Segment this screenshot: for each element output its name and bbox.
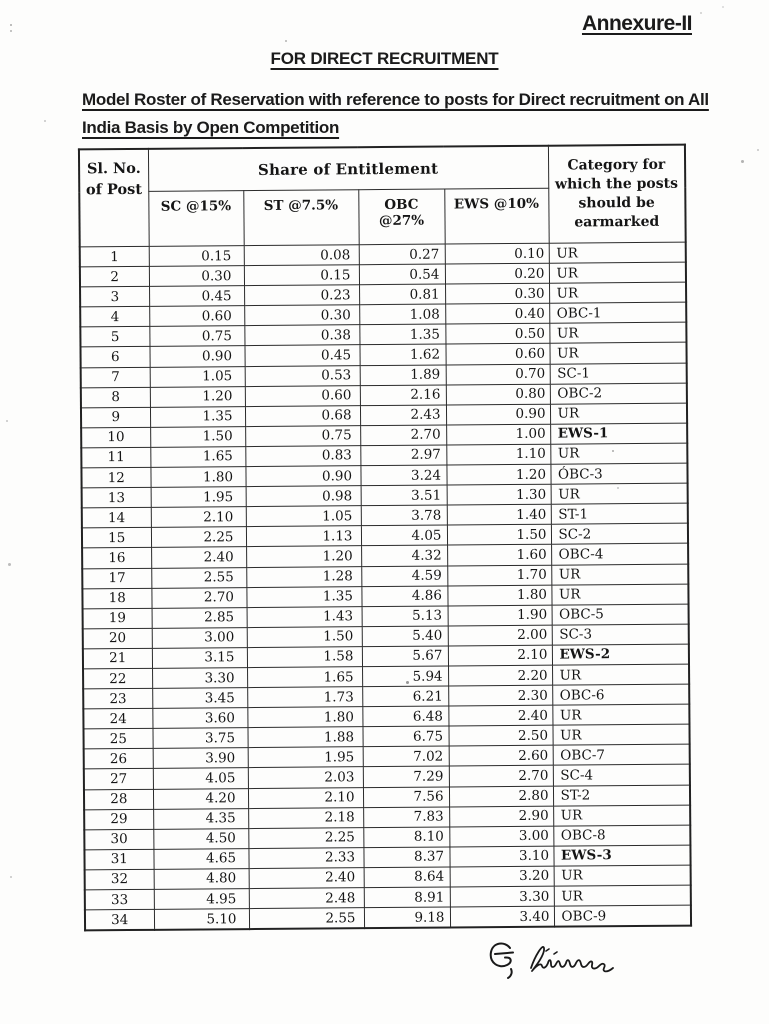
- obc-value-cell: 3.51: [361, 485, 447, 506]
- st-value-cell: 1.88: [247, 727, 362, 748]
- roster-table-container: [78, 144, 692, 932]
- ews-value-cell: 2.80: [449, 786, 553, 807]
- scan-speck: [285, 40, 287, 42]
- obc-value-cell: 8.10: [363, 827, 449, 848]
- ews-value-cell: 1.70: [447, 565, 551, 586]
- header-ews: EWS @10%: [444, 188, 548, 244]
- st-value-cell: 0.08: [244, 245, 359, 266]
- signature-comma: [508, 969, 512, 978]
- sc-value-cell: 4.65: [153, 848, 248, 869]
- signature-accent-1: [546, 949, 549, 951]
- category-cell: SC-3: [552, 624, 689, 645]
- st-value-cell: 2.03: [248, 767, 363, 788]
- sl-no-cell: 32: [85, 869, 154, 890]
- signature-g-stroke: [491, 943, 511, 966]
- category-cell: ST-2: [553, 785, 690, 806]
- st-value-cell: 0.53: [245, 365, 360, 386]
- ews-value-cell: 3.40: [450, 906, 554, 927]
- sc-value-cell: 0.75: [149, 326, 244, 347]
- category-cell: UR: [554, 885, 691, 906]
- ews-value-cell: 0.90: [446, 404, 550, 425]
- obc-value-cell: 4.05: [361, 525, 447, 546]
- sc-value-cell: 4.05: [153, 768, 248, 789]
- category-cell: OBC-6: [552, 684, 689, 705]
- category-cell: UR: [549, 343, 686, 364]
- obc-value-cell: 4.59: [361, 566, 447, 587]
- sc-value-cell: 0.30: [149, 266, 244, 287]
- st-value-cell: 1.73: [247, 687, 362, 708]
- sl-no-cell: 26: [84, 749, 153, 770]
- category-cell: UR: [554, 865, 691, 886]
- sl-no-cell: 10: [81, 427, 150, 448]
- obc-value-cell: 1.35: [359, 324, 445, 345]
- obc-value-cell: 7.56: [363, 787, 449, 808]
- st-value-cell: 2.33: [248, 847, 363, 868]
- scan-speck: [8, 563, 11, 566]
- sl-no-cell: 12: [81, 467, 150, 488]
- header-share-of-entitlement: Share of Entitlement: [148, 146, 548, 192]
- ews-value-cell: 3.30: [450, 886, 554, 907]
- handwritten-signature: [486, 938, 651, 986]
- sl-no-cell: 30: [84, 829, 153, 850]
- obc-value-cell: 7.02: [363, 746, 449, 767]
- sl-no-cell: 34: [85, 909, 154, 930]
- obc-value-cell: 3.78: [361, 505, 447, 526]
- st-value-cell: 0.23: [244, 285, 359, 306]
- obc-value-cell: 1.08: [359, 304, 445, 325]
- ews-value-cell: 0.40: [445, 303, 549, 324]
- obc-value-cell: 4.32: [361, 545, 447, 566]
- scan-speck: [10, 30, 12, 32]
- category-cell: OBC-7: [553, 744, 690, 765]
- obc-value-cell: 2.97: [360, 445, 446, 466]
- scan-speck: [617, 487, 619, 489]
- ews-value-cell: 0.70: [446, 364, 550, 385]
- ews-value-cell: 1.30: [447, 484, 551, 505]
- sc-value-cell: 4.35: [153, 808, 248, 829]
- ews-value-cell: 1.80: [447, 585, 551, 606]
- obc-value-cell: 7.83: [363, 807, 449, 828]
- st-value-cell: 2.25: [248, 827, 363, 848]
- sc-value-cell: 4.20: [153, 788, 248, 809]
- category-cell: UR: [553, 805, 690, 826]
- st-value-cell: 0.75: [245, 426, 360, 447]
- sl-no-cell: 27: [84, 769, 153, 790]
- sl-no-cell: 2: [80, 266, 149, 287]
- st-value-cell: 2.48: [249, 888, 364, 909]
- obc-value-cell: 6.75: [362, 726, 448, 747]
- obc-value-cell: 1.89: [360, 365, 446, 386]
- obc-value-cell: 1.62: [359, 344, 445, 365]
- scan-speck: [741, 160, 744, 163]
- sl-no-cell: 14: [82, 508, 151, 529]
- sl-no-cell: 22: [83, 668, 152, 689]
- obc-value-cell: 8.37: [363, 847, 449, 868]
- category-cell: OBC-2: [550, 383, 687, 404]
- category-cell: UR: [550, 403, 687, 424]
- sc-value-cell: 3.90: [153, 748, 248, 769]
- sc-value-cell: 3.15: [152, 647, 247, 668]
- obc-value-cell: 5.13: [362, 606, 448, 627]
- header-sc: SC @15%: [148, 191, 243, 247]
- category-cell: UR: [551, 564, 688, 585]
- sl-no-cell: 17: [82, 568, 151, 589]
- ews-value-cell: 3.20: [450, 866, 554, 887]
- sl-no-cell: 13: [82, 487, 151, 508]
- sl-no-cell: 11: [81, 447, 150, 468]
- st-value-cell: 0.38: [244, 325, 359, 346]
- roster-table: [78, 144, 692, 932]
- category-cell: OBC-5: [552, 604, 689, 625]
- category-cell: ÓBC-3: [550, 463, 687, 484]
- ews-value-cell: 1.10: [446, 444, 550, 465]
- header-sl-no: Sl. No. of Post: [79, 149, 149, 247]
- st-value-cell: 0.45: [244, 345, 359, 366]
- sc-value-cell: 0.45: [149, 286, 244, 307]
- ews-value-cell: 0.50: [445, 324, 549, 345]
- sl-no-cell: 18: [82, 588, 151, 609]
- ews-value-cell: 2.90: [449, 806, 553, 827]
- category-cell: OBC-8: [553, 825, 690, 846]
- category-cell: EWS-2: [552, 644, 689, 665]
- st-value-cell: 2.18: [248, 807, 363, 828]
- obc-value-cell: 5.67: [362, 646, 448, 667]
- sc-value-cell: 3.60: [152, 708, 247, 729]
- sc-value-cell: 2.40: [151, 547, 246, 568]
- sl-no-cell: 24: [83, 708, 152, 729]
- ews-value-cell: 2.30: [448, 685, 552, 706]
- document-title-text: FOR DIRECT RECRUITMENT: [270, 49, 499, 68]
- obc-value-cell: 5.94: [362, 666, 448, 687]
- ews-value-cell: 3.00: [449, 826, 553, 847]
- obc-value-cell: 7.29: [363, 766, 449, 787]
- ews-value-cell: 0.60: [445, 344, 549, 365]
- st-value-cell: 1.80: [247, 707, 362, 728]
- sc-value-cell: 2.55: [151, 567, 246, 588]
- obc-value-cell: 8.64: [364, 867, 450, 888]
- ews-value-cell: 1.50: [447, 525, 551, 546]
- sc-value-cell: 4.95: [154, 889, 249, 910]
- obc-value-cell: 8.91: [364, 887, 450, 908]
- sc-value-cell: 4.50: [153, 828, 248, 849]
- obc-value-cell: 5.40: [362, 626, 448, 647]
- category-cell: OBC-9: [554, 905, 691, 927]
- sc-value-cell: 0.60: [149, 306, 244, 327]
- sl-no-cell: 28: [84, 789, 153, 810]
- annexure-label: Annexure-II: [581, 12, 692, 35]
- ews-value-cell: 2.70: [449, 766, 553, 787]
- table-row: [85, 905, 691, 930]
- category-cell: EWS-3: [553, 845, 690, 866]
- st-value-cell: 0.68: [245, 405, 360, 426]
- scan-speck: [10, 876, 12, 878]
- sc-value-cell: 2.70: [151, 587, 246, 608]
- category-cell: UR: [550, 443, 687, 464]
- signature-g-crossbar: [495, 953, 513, 955]
- category-cell: ST-1: [551, 503, 688, 524]
- sl-no-cell: 1: [80, 246, 149, 267]
- sc-value-cell: 3.30: [152, 668, 247, 689]
- ews-value-cell: 1.90: [448, 605, 552, 626]
- category-cell: OBC-4: [551, 544, 688, 565]
- sl-no-cell: 21: [83, 648, 152, 669]
- scan-speck: [722, 6, 724, 8]
- scan-speck: [757, 149, 759, 151]
- header-st: ST @7.5%: [243, 190, 358, 246]
- st-value-cell: 1.35: [246, 586, 361, 607]
- category-cell: OBC-1: [549, 302, 686, 323]
- category-cell: UR: [551, 584, 688, 605]
- st-value-cell: 0.60: [245, 385, 360, 406]
- sc-value-cell: 4.80: [154, 868, 249, 889]
- category-cell: UR: [549, 242, 686, 263]
- sc-value-cell: 1.50: [150, 426, 245, 447]
- sc-value-cell: 3.75: [152, 728, 247, 749]
- category-cell: UR: [549, 323, 686, 344]
- ews-value-cell: 3.10: [449, 846, 553, 867]
- sl-no-cell: 9: [81, 407, 150, 428]
- sc-value-cell: 2.85: [152, 607, 247, 628]
- sl-no-cell: 19: [83, 608, 152, 629]
- obc-value-cell: 2.70: [360, 425, 446, 446]
- obc-value-cell: 2.43: [360, 405, 446, 426]
- sl-no-cell: 20: [83, 628, 152, 649]
- st-value-cell: 1.28: [246, 566, 361, 587]
- scan-speck: [44, 120, 46, 122]
- st-value-cell: 1.43: [247, 606, 362, 627]
- ews-value-cell: 0.20: [445, 263, 549, 284]
- ews-value-cell: 2.00: [448, 625, 552, 646]
- sc-value-cell: 3.00: [152, 627, 247, 648]
- signature-accent-2: [554, 952, 557, 954]
- st-value-cell: 1.50: [247, 626, 362, 647]
- sc-value-cell: 1.80: [150, 467, 245, 488]
- scan-speck: [10, 24, 12, 26]
- ews-value-cell: 1.00: [446, 424, 550, 445]
- sc-value-cell: 2.10: [151, 507, 246, 528]
- sc-value-cell: 3.45: [152, 688, 247, 709]
- obc-value-cell: 4.86: [361, 586, 447, 607]
- sc-value-cell: 1.20: [150, 386, 245, 407]
- category-cell: UR: [552, 724, 689, 745]
- signature-flourish: [531, 947, 613, 971]
- st-value-cell: 1.65: [247, 667, 362, 688]
- obc-value-cell: 0.81: [359, 284, 445, 305]
- obc-value-cell: 0.54: [359, 264, 445, 285]
- sl-no-cell: 23: [83, 688, 152, 709]
- sc-value-cell: 0.15: [149, 246, 244, 267]
- subtitle-line-2: India Basis by Open Competition: [82, 118, 340, 137]
- ews-value-cell: 1.20: [446, 464, 550, 485]
- sl-no-cell: 16: [82, 548, 151, 569]
- category-cell: SC-2: [551, 523, 688, 544]
- obc-value-cell: 9.18: [364, 907, 450, 928]
- sl-no-cell: 15: [82, 528, 151, 549]
- category-cell: EWS-1: [550, 423, 687, 444]
- ews-value-cell: 2.60: [449, 746, 553, 767]
- sc-value-cell: 1.95: [151, 487, 246, 508]
- scan-speck: [406, 681, 409, 684]
- obc-value-cell: 6.48: [362, 706, 448, 727]
- category-cell: UR: [552, 664, 689, 685]
- sl-no-cell: 29: [84, 809, 153, 830]
- roster-table-body: [80, 242, 691, 930]
- ews-value-cell: 2.10: [448, 645, 552, 666]
- ews-value-cell: 2.50: [448, 725, 552, 746]
- sl-no-cell: 31: [84, 849, 153, 870]
- st-value-cell: 1.05: [246, 506, 361, 527]
- st-value-cell: 1.20: [246, 546, 361, 567]
- obc-value-cell: 2.16: [360, 385, 446, 406]
- obc-value-cell: 6.21: [362, 686, 448, 707]
- ews-value-cell: 2.20: [448, 665, 552, 686]
- sl-no-cell: 5: [80, 327, 149, 348]
- ews-value-cell: 0.30: [445, 283, 549, 304]
- st-value-cell: 0.30: [244, 305, 359, 326]
- sl-no-cell: 4: [80, 307, 149, 328]
- sc-value-cell: 2.25: [151, 527, 246, 548]
- st-value-cell: 2.55: [249, 908, 364, 929]
- sl-no-cell: 3: [80, 287, 149, 308]
- ews-value-cell: 2.40: [448, 705, 552, 726]
- sl-no-cell: 25: [83, 729, 152, 750]
- st-value-cell: 1.95: [248, 747, 363, 768]
- sc-value-cell: 1.65: [150, 447, 245, 468]
- ews-value-cell: 1.40: [447, 504, 551, 525]
- st-value-cell: 0.15: [244, 265, 359, 286]
- st-value-cell: 0.83: [245, 446, 360, 467]
- ews-value-cell: 0.80: [446, 384, 550, 405]
- document-subtitle: [82, 86, 722, 142]
- sl-no-cell: 8: [81, 387, 150, 408]
- category-cell: UR: [552, 704, 689, 725]
- category-cell: UR: [549, 282, 686, 303]
- st-value-cell: 2.40: [249, 868, 364, 889]
- category-cell: SC-1: [550, 363, 687, 384]
- st-value-cell: 0.90: [245, 466, 360, 487]
- category-cell: UR: [549, 262, 686, 283]
- sc-value-cell: 1.05: [150, 366, 245, 387]
- sc-value-cell: 0.90: [149, 346, 244, 367]
- sl-no-cell: 6: [80, 347, 149, 368]
- ews-value-cell: 0.10: [445, 243, 549, 264]
- ews-value-cell: 1.60: [447, 545, 551, 566]
- header-obc: OBC @27%: [358, 189, 444, 245]
- scan-speck: [612, 450, 614, 452]
- sc-value-cell: 1.35: [150, 406, 245, 427]
- category-cell: UR: [551, 483, 688, 504]
- st-value-cell: 1.13: [246, 526, 361, 547]
- scan-speck: [700, 12, 702, 14]
- obc-value-cell: 3.24: [360, 465, 446, 486]
- document-title: [0, 49, 769, 69]
- sl-no-cell: 33: [85, 889, 154, 910]
- st-value-cell: 0.98: [246, 486, 361, 507]
- scan-speck: [6, 420, 8, 422]
- st-value-cell: 1.58: [247, 647, 362, 668]
- sl-no-cell: 7: [81, 367, 150, 388]
- subtitle-line-1: Model Roster of Reservation with reference to posts for Direct recruitment on All: [82, 90, 709, 109]
- header-category: Category for which the posts should be earmarked: [548, 145, 686, 244]
- obc-value-cell: 0.27: [359, 244, 445, 265]
- category-cell: SC-4: [553, 765, 690, 786]
- sc-value-cell: 5.10: [154, 909, 249, 930]
- st-value-cell: 2.10: [248, 787, 363, 808]
